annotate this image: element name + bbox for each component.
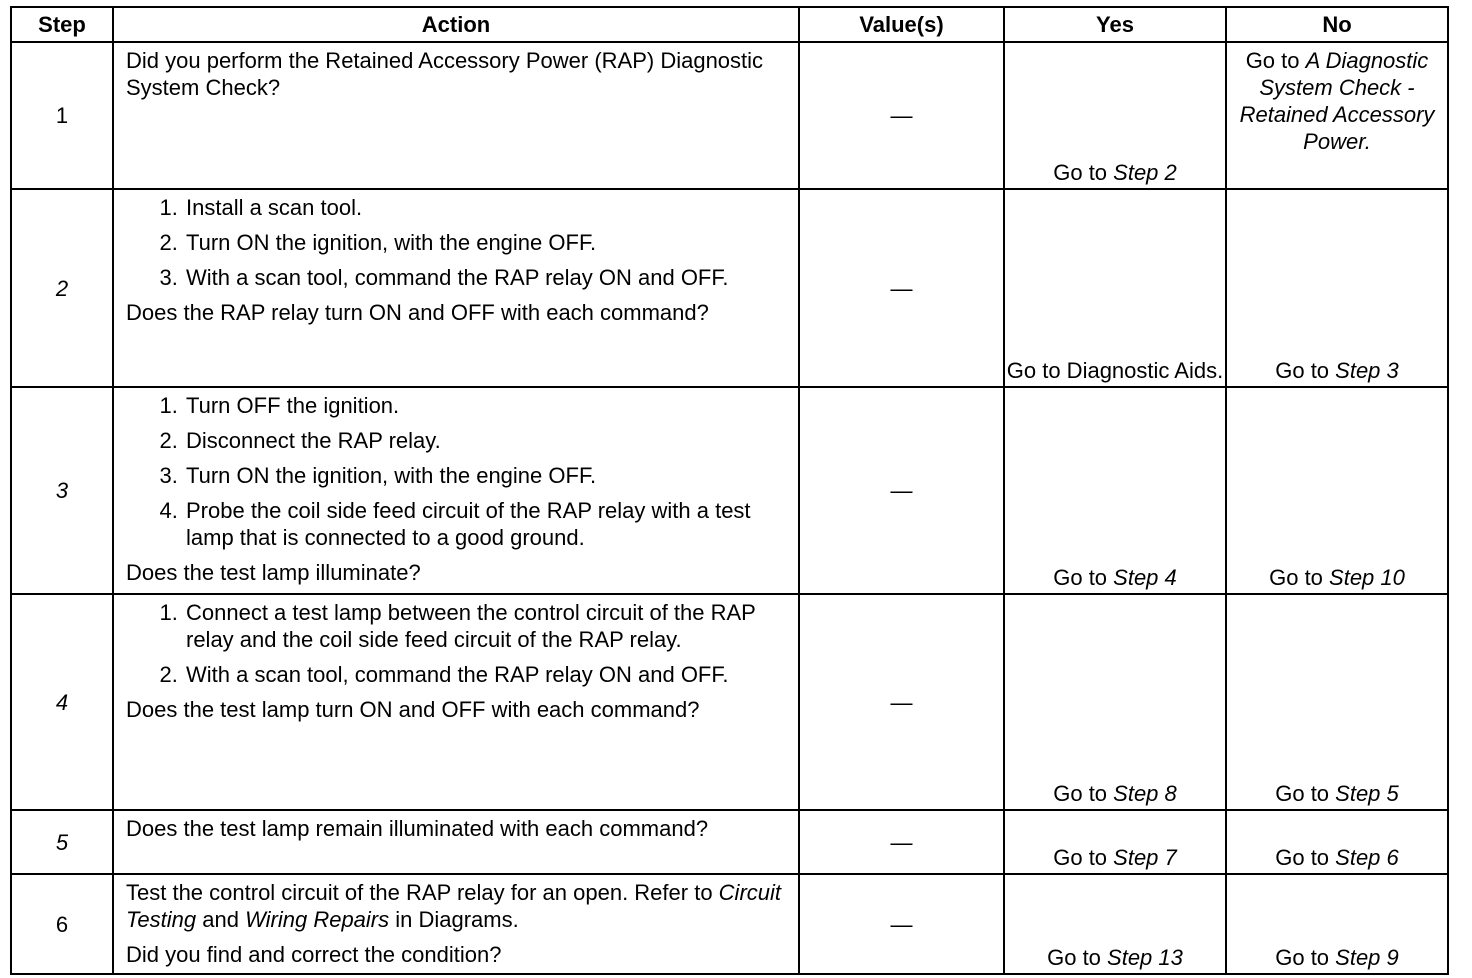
table-row <box>11 874 1448 974</box>
value-cell: — <box>799 387 1004 594</box>
no-step-ref: Step 10 <box>1329 565 1405 590</box>
action-question: Does the RAP relay turn ON and OFF with each command? <box>126 300 709 325</box>
yes-cell <box>1004 42 1226 189</box>
action-step-item: 3. Turn ON the ignition, with the engine OFF. <box>184 462 788 489</box>
step-number: 5 <box>11 810 113 874</box>
yes-prefix: Go to <box>1053 160 1114 185</box>
step-number: 4 <box>11 594 113 810</box>
table-row <box>11 189 1448 387</box>
yes-prefix: Go to <box>1053 565 1114 590</box>
wiring-repairs-ref: Wiring Repairs <box>245 907 390 932</box>
table-row <box>11 594 1448 810</box>
no-step-ref: Step 6 <box>1335 845 1399 870</box>
no-prefix: Go to <box>1269 565 1330 590</box>
action-cell <box>113 874 799 974</box>
header-step: Step <box>11 7 113 42</box>
yes-step-ref: Step 7 <box>1113 845 1177 870</box>
step-number: 3 <box>11 387 113 594</box>
action-question: Does the test lamp illuminate? <box>126 560 421 585</box>
value-cell: — <box>799 594 1004 810</box>
table-row <box>11 810 1448 874</box>
action-cell <box>113 42 799 189</box>
action-step-item: 1. Connect a test lamp between the control circuit of the RAP relay and the coil side feed circuit of the RAP relay. <box>184 599 788 653</box>
header-no: No <box>1226 7 1448 42</box>
no-cell <box>1226 594 1448 810</box>
action-cell <box>113 387 799 594</box>
yes-cell <box>1004 874 1226 974</box>
yes-cell: Go to Diagnostic Aids. <box>1004 189 1226 387</box>
action-cell <box>113 594 799 810</box>
action-steps <box>126 392 788 551</box>
no-cell <box>1226 387 1448 594</box>
action-step-item: 2. Turn ON the ignition, with the engine OFF. <box>184 229 788 256</box>
no-cell <box>1226 189 1448 387</box>
action-instruction <box>126 879 788 933</box>
no-prefix: Go to <box>1275 945 1336 970</box>
no-ref: A Diagnostic System Check - Retained Accessory Power. <box>1239 48 1435 154</box>
action-step-item: 3. With a scan tool, command the RAP relay ON and OFF. <box>184 264 788 291</box>
yes-prefix: Go to <box>1053 845 1114 870</box>
yes-step-ref: Step 4 <box>1113 565 1177 590</box>
action-step-item: 2. With a scan tool, command the RAP relay ON and OFF. <box>184 661 788 688</box>
action-step-item: 2. Disconnect the RAP relay. <box>184 427 788 454</box>
value-cell: — <box>799 874 1004 974</box>
no-prefix: Go to <box>1275 845 1336 870</box>
no-cell <box>1226 810 1448 874</box>
circuit-testing-ref: Circuit Testing <box>126 880 782 932</box>
yes-cell <box>1004 594 1226 810</box>
no-prefix: Go to <box>1245 48 1306 73</box>
no-prefix: Go to <box>1275 358 1336 383</box>
action-cell <box>113 189 799 387</box>
header-values: Value(s) <box>799 7 1004 42</box>
action-cell <box>113 810 799 874</box>
action-question: Did you find and correct the condition? <box>126 942 502 967</box>
no-prefix: Go to <box>1275 781 1336 806</box>
action-steps <box>126 194 788 291</box>
value-cell: — <box>799 810 1004 874</box>
no-step-ref: Step 5 <box>1335 781 1399 806</box>
table-row <box>11 387 1448 594</box>
step-number: 6 <box>11 874 113 974</box>
yes-prefix: Go to <box>1053 781 1114 806</box>
diagnostic-table <box>10 6 1449 975</box>
action-question: Does the test lamp turn ON and OFF with each command? <box>126 697 700 722</box>
no-step-ref: Step 9 <box>1335 945 1399 970</box>
table-row <box>11 42 1448 189</box>
yes-prefix: Go to <box>1047 945 1108 970</box>
action-step-item: 4. Probe the coil side feed circuit of the RAP relay with a test lamp that is connected to a good ground. <box>184 497 788 551</box>
action-steps <box>126 599 788 688</box>
step-number: 1 <box>11 42 113 189</box>
no-step-ref: Step 3 <box>1335 358 1399 383</box>
value-cell: — <box>799 42 1004 189</box>
yes-step-ref: Step 2 <box>1113 160 1177 185</box>
header-yes: Yes <box>1004 7 1226 42</box>
yes-step-ref: Step 8 <box>1113 781 1177 806</box>
action-question: Did you perform the Retained Accessory Power (RAP) Diagnostic System Check? <box>126 48 764 100</box>
instruction-text: Test the control circuit of the RAP relay for an open. Refer to <box>126 880 719 905</box>
instruction-text: and <box>196 907 246 932</box>
no-cell <box>1226 42 1448 189</box>
action-step-item: 1. Install a scan tool. <box>184 194 788 221</box>
yes-step-ref: Step 13 <box>1107 945 1183 970</box>
yes-cell <box>1004 810 1226 874</box>
yes-cell <box>1004 387 1226 594</box>
instruction-text: in Diagrams. <box>389 907 519 932</box>
no-cell <box>1226 874 1448 974</box>
step-number: 2 <box>11 189 113 387</box>
action-question: Does the test lamp remain illuminated with each command? <box>126 816 709 841</box>
action-step-item: 1. Turn OFF the ignition. <box>184 392 788 419</box>
header-row <box>11 7 1448 42</box>
value-cell: — <box>799 189 1004 387</box>
header-action: Action <box>113 7 799 42</box>
